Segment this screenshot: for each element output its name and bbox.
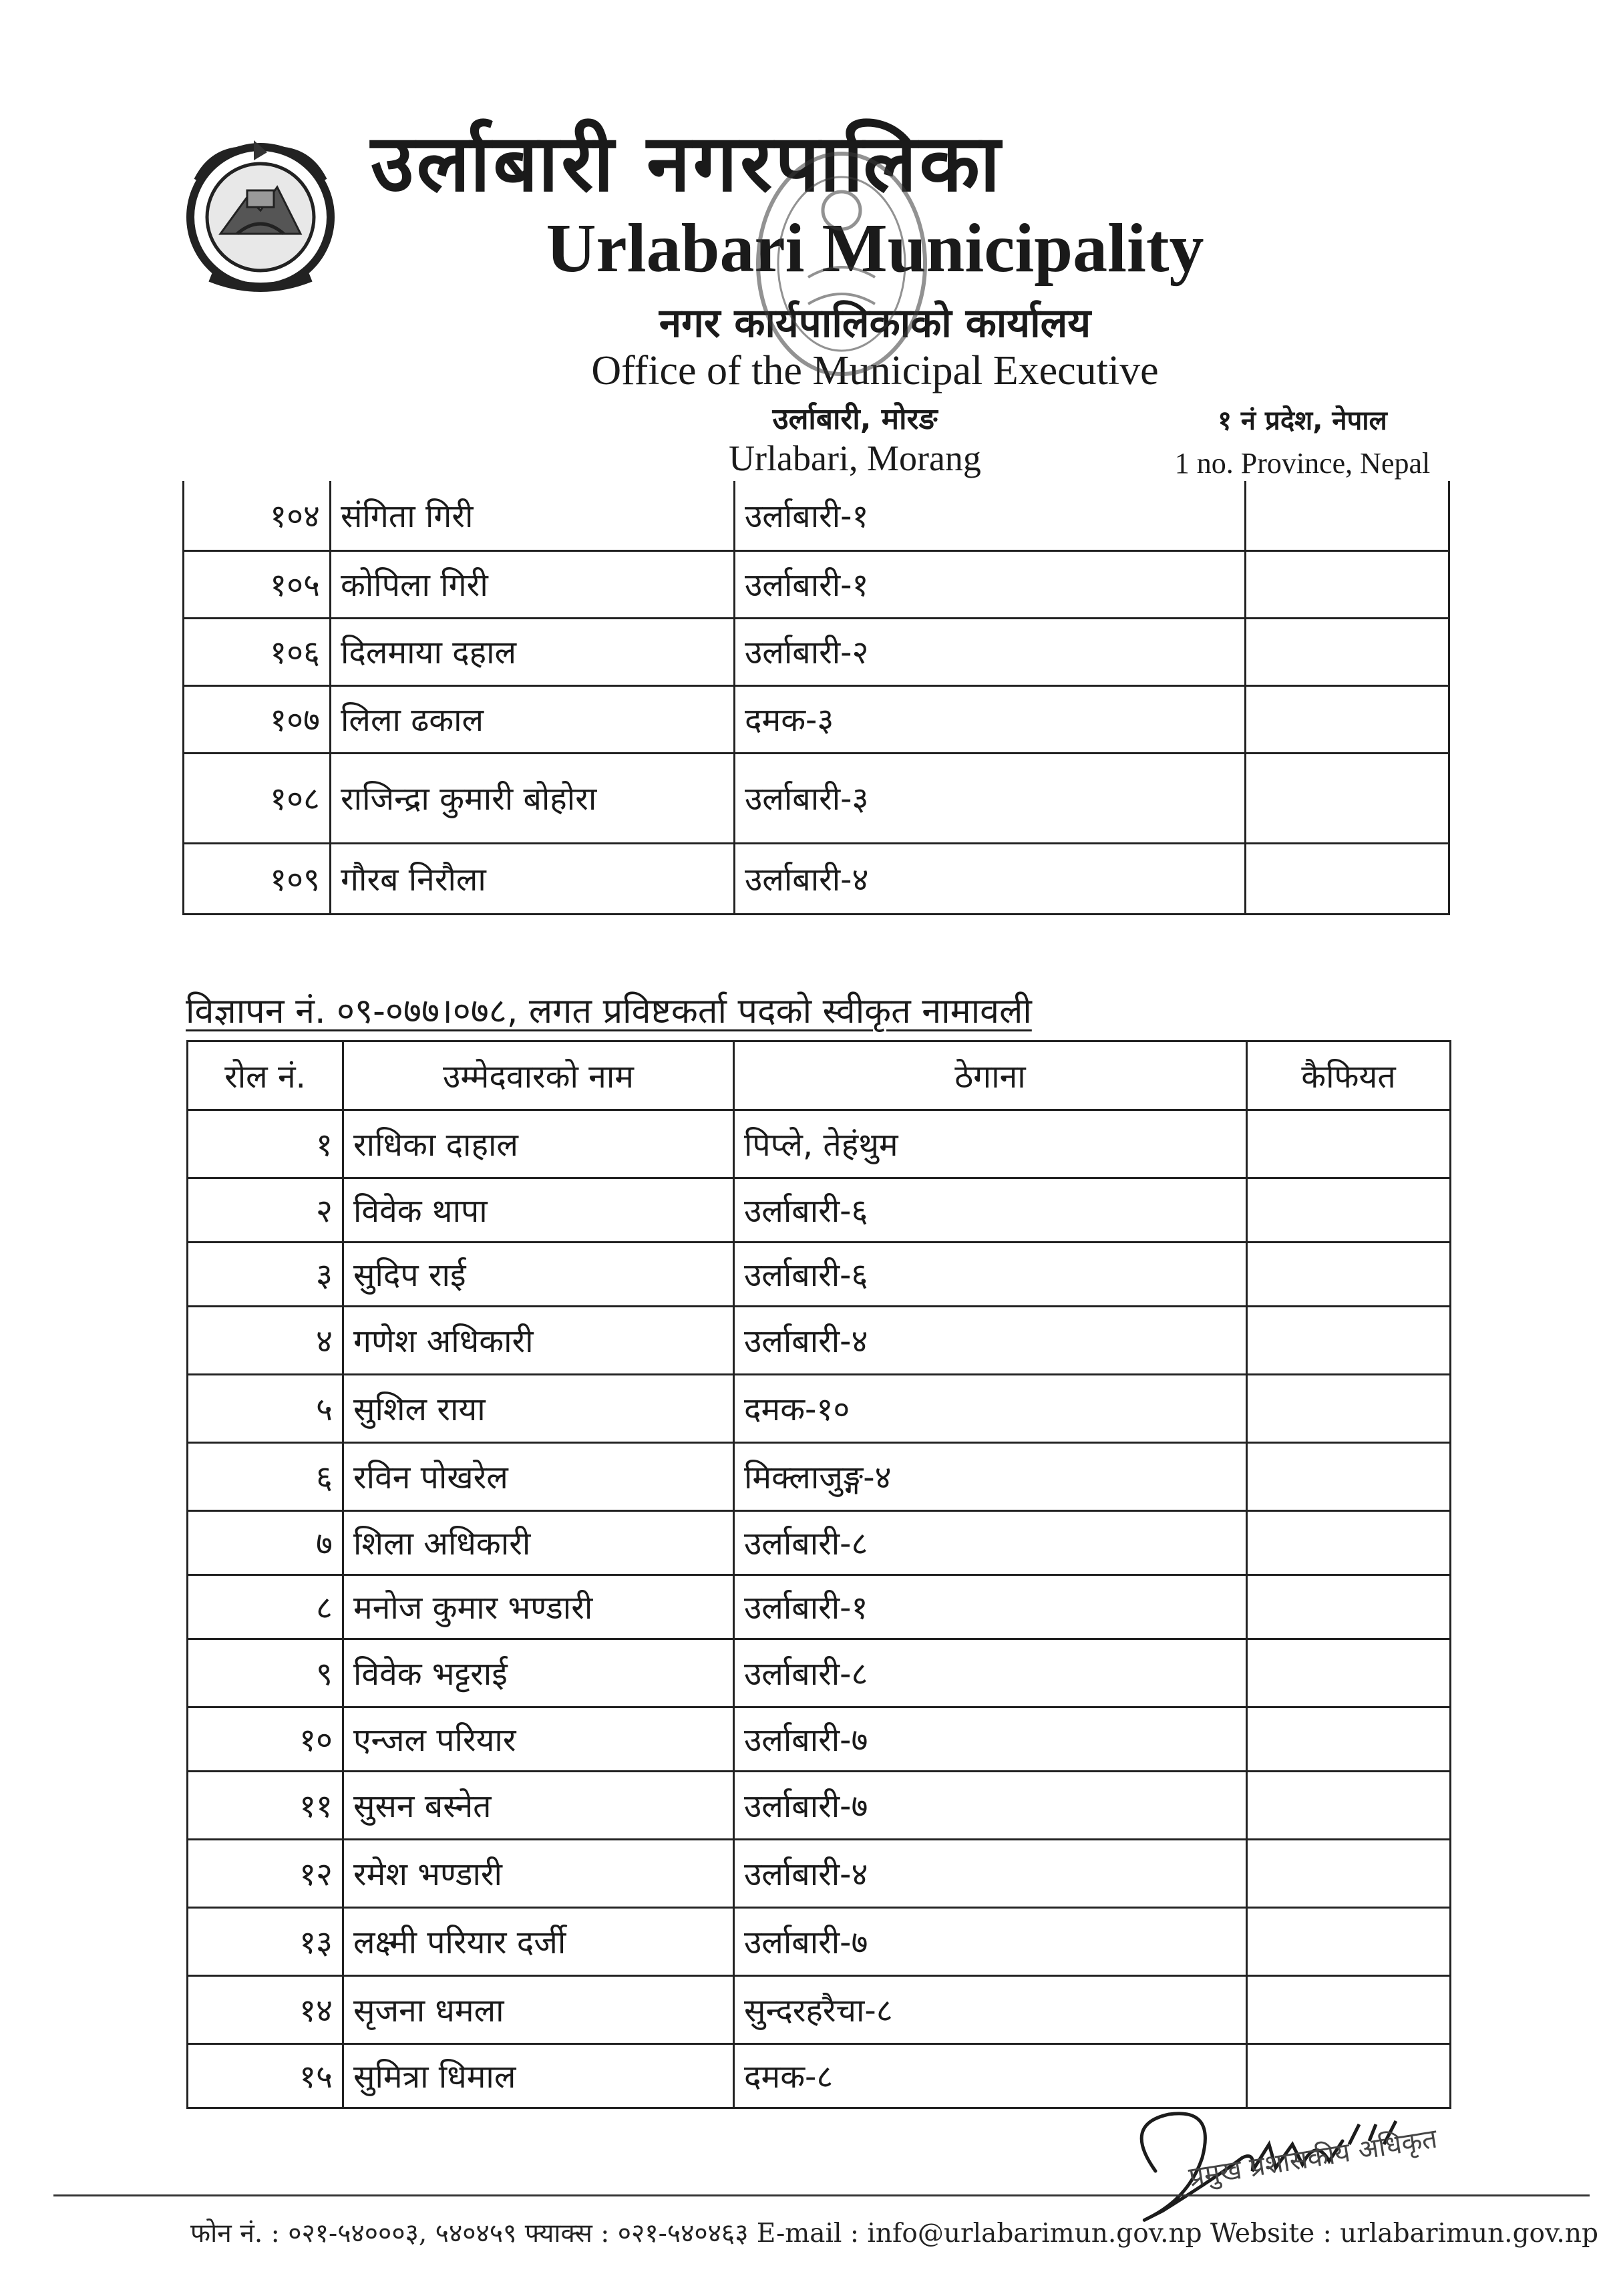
remarks-cell	[1247, 1707, 1451, 1772]
address-cell: उर्लाबारी-८	[734, 1639, 1247, 1707]
table-row	[184, 753, 1449, 843]
roll-number-cell: १३	[188, 1908, 343, 1976]
roll-number-cell: १०	[188, 1707, 343, 1772]
roll-number-cell: ४	[188, 1307, 343, 1375]
address-cell: उर्लाबारी-३	[735, 753, 1246, 843]
roll-number-cell: १४	[188, 1976, 343, 2044]
remarks-cell	[1247, 1575, 1451, 1639]
address-cell: पिप्ले, तेहंथुम	[734, 1110, 1247, 1178]
remarks-cell	[1246, 618, 1449, 685]
roll-number-cell: ५	[188, 1375, 343, 1443]
roll-number-cell: १०७	[184, 685, 331, 753]
candidate-name-cell: एन्जल परियार	[343, 1707, 734, 1772]
remarks-cell	[1246, 685, 1449, 753]
address-cell: दमक-८	[734, 2044, 1247, 2108]
roll-number-cell: ३	[188, 1243, 343, 1307]
address-cell: उर्लाबारी-२	[735, 618, 1246, 685]
roll-number-cell: १	[188, 1110, 343, 1178]
candidate-name-cell: संगिता गिरी	[331, 481, 735, 550]
candidate-name-cell: सुदिप राई	[343, 1243, 734, 1307]
candidate-name-cell: राजिन्द्रा कुमारी बोहोरा	[331, 753, 735, 843]
roll-number-header: रोल नं.	[188, 1041, 343, 1110]
province-nepali: १ नं प्रदेश, नेपाल	[1218, 405, 1387, 436]
roll-number-cell: ११	[188, 1772, 343, 1840]
remarks-cell	[1247, 1375, 1451, 1443]
address-cell: उर्लाबारी-७	[734, 1772, 1247, 1840]
remarks-cell	[1246, 753, 1449, 843]
address-cell: उर्लाबारी-७	[734, 1908, 1247, 1976]
table-row	[188, 1307, 1451, 1375]
table-row	[188, 1511, 1451, 1575]
table-header-row	[188, 1041, 1451, 1110]
candidate-name-cell: राधिका दाहाल	[343, 1110, 734, 1178]
table-row	[188, 1707, 1451, 1772]
continued-candidate-table	[182, 481, 1450, 915]
remarks-cell	[1247, 1840, 1451, 1908]
address-cell: दमक-१०	[734, 1375, 1247, 1443]
address-cell: उर्लाबारी-७	[734, 1707, 1247, 1772]
candidate-name-cell: सुशिल राया	[343, 1375, 734, 1443]
roll-number-cell: २	[188, 1178, 343, 1243]
remarks-cell	[1247, 1772, 1451, 1840]
remarks-cell	[1247, 1110, 1451, 1178]
candidate-name-cell: लक्ष्मी परियार दर्जी	[343, 1908, 734, 1976]
table-row	[184, 843, 1449, 914]
roll-number-cell: १०६	[184, 618, 331, 685]
roll-number-cell: ६	[188, 1443, 343, 1511]
table-row	[184, 481, 1449, 550]
roll-number-cell: १०५	[184, 550, 331, 618]
table-row	[184, 550, 1449, 618]
candidate-name-cell: सृजना धमला	[343, 1976, 734, 2044]
location-nepali: उर्लाबारी, मोरङ	[772, 402, 938, 436]
remarks-cell	[1247, 1639, 1451, 1707]
remarks-cell	[1247, 1178, 1451, 1243]
table-row	[188, 1639, 1451, 1707]
remarks-cell	[1247, 1976, 1451, 2044]
address-cell: उर्लाबारी-४	[734, 1840, 1247, 1908]
address-cell: उर्लाबारी-१	[734, 1575, 1247, 1639]
candidate-name-cell: विवेक भट्टराई	[343, 1639, 734, 1707]
address-header: ठेगाना	[734, 1041, 1247, 1110]
location-english: Urlabari, Morang	[729, 438, 981, 478]
candidate-name-cell: मनोज कुमार भण्डारी	[343, 1575, 734, 1639]
roll-number-cell: १०८	[184, 753, 331, 843]
office-title-nepali: नगर कार्यपालिकाको कार्यालय	[659, 300, 1091, 347]
table-row	[188, 1243, 1451, 1307]
candidate-name-cell: सुमित्रा धिमाल	[343, 2044, 734, 2108]
office-stamp-seal	[748, 144, 935, 384]
municipality-title-nepali: उर्लाबारी नगरपालिका	[371, 117, 1003, 209]
table-row	[188, 1443, 1451, 1511]
roll-number-cell: १५	[188, 2044, 343, 2108]
roll-number-cell: १०९	[184, 843, 331, 914]
table-row	[188, 1772, 1451, 1840]
signatory-title: प्रमुख प्रशासकीय अधिकृत	[1186, 2123, 1439, 2193]
candidate-name-cell: कोपिला गिरी	[331, 550, 735, 618]
address-cell: उर्लाबारी-८	[734, 1511, 1247, 1575]
candidate-name-header: उम्मेदवारको नाम	[343, 1041, 734, 1110]
footer-divider	[53, 2194, 1590, 2196]
remarks-cell	[1247, 1511, 1451, 1575]
approved-candidate-table	[186, 1040, 1451, 2109]
remarks-cell	[1247, 1908, 1451, 1976]
remarks-cell	[1246, 843, 1449, 914]
candidate-name-cell: गौरब निरौला	[331, 843, 735, 914]
table-row	[188, 1976, 1451, 2044]
roll-number-cell: ९	[188, 1639, 343, 1707]
candidate-name-cell: दिलमाया दहाल	[331, 618, 735, 685]
remarks-cell	[1247, 1243, 1451, 1307]
remarks-cell	[1246, 481, 1449, 550]
roll-number-cell: १२	[188, 1840, 343, 1908]
footer-contact-info: फोन नं. : ०२१-५४०००३, ५४०४५९ फ्याक्स : ०२१-५४०४६३ E-mail : info@urlabarimun.gov.np Website : urlabarimun.gov.np	[190, 2219, 1598, 2249]
candidate-name-cell: गणेश अधिकारी	[343, 1307, 734, 1375]
province-english: 1 no. Province, Nepal	[1174, 447, 1431, 480]
table-row	[184, 685, 1449, 753]
candidate-name-cell: लिला ढकाल	[331, 685, 735, 753]
table-row	[188, 1908, 1451, 1976]
nepal-emblem-logo	[170, 134, 351, 301]
address-cell: मिक्लाजुङ्ग-४	[734, 1443, 1247, 1511]
table-row	[188, 1840, 1451, 1908]
table-row	[188, 1575, 1451, 1639]
municipality-title-english: Urlabari Municipality	[546, 210, 1204, 287]
address-cell: उर्लाबारी-१	[735, 481, 1246, 550]
advertisement-heading: विज्ञापन नं. ०९-०७७।०७८, लगत प्रविष्टकर्ता पदको स्वीकृत नामावली	[186, 991, 1032, 1031]
table-row	[184, 618, 1449, 685]
office-title-english: Office of the Municipal Executive	[591, 348, 1159, 393]
candidate-name-cell: सुसन बस्नेत	[343, 1772, 734, 1840]
address-cell: उर्लाबारी-४	[735, 843, 1246, 914]
address-cell: दमक-३	[735, 685, 1246, 753]
address-cell: उर्लाबारी-१	[735, 550, 1246, 618]
candidate-name-cell: रमेश भण्डारी	[343, 1840, 734, 1908]
address-cell: उर्लाबारी-६	[734, 1178, 1247, 1243]
roll-number-cell: ७	[188, 1511, 343, 1575]
candidate-name-cell: रविन पोखरेल	[343, 1443, 734, 1511]
remarks-cell	[1247, 1307, 1451, 1375]
remarks-cell	[1247, 1443, 1451, 1511]
address-cell: उर्लाबारी-६	[734, 1243, 1247, 1307]
remarks-cell	[1246, 550, 1449, 618]
table-row	[188, 1178, 1451, 1243]
table-row	[188, 1110, 1451, 1178]
remarks-header: कैफियत	[1247, 1041, 1451, 1110]
candidate-name-cell: विवेक थापा	[343, 1178, 734, 1243]
candidate-name-cell: शिला अधिकारी	[343, 1511, 734, 1575]
address-cell: सुन्दरहरैचा-८	[734, 1976, 1247, 2044]
address-cell: उर्लाबारी-४	[734, 1307, 1247, 1375]
roll-number-cell: १०४	[184, 481, 331, 550]
table-row	[188, 1375, 1451, 1443]
roll-number-cell: ८	[188, 1575, 343, 1639]
